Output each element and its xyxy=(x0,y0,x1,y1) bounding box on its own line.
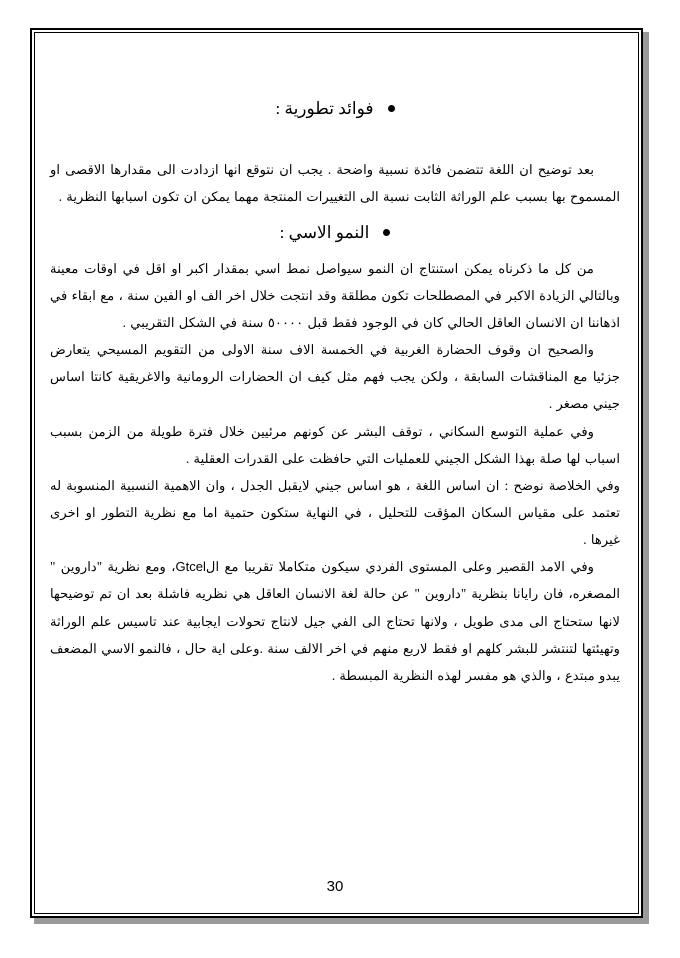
darwin-segment-latin-gtcel: Gtcel xyxy=(175,558,206,574)
spacer-top xyxy=(50,50,620,96)
bullet-dot-icon xyxy=(388,105,395,112)
darwin-segment-arabic-1: وفي الامد القصير وعلى المستوى الفردي سيكون متكاملا تقريبا مع ال xyxy=(205,558,595,574)
heading-evolutionary-benefits xyxy=(50,96,620,122)
darwin-segment-arabic-2: ، ومع نظرية "داروين " المصغره، فان رايانا بنظرية "داروين " عن حالة لغة الانسان العاقل هي نظريه فاشلة بعد ان تم توضيحها لانها ستحتاج الى مدى طويل ، ولانها تحتاج الى الفي جيل لانتاج تحولات ايجابية عند تاسيس علم الوراثة وتهيئتها لتنتشر للبشر كلهم او فقط لاربع منهم في اخر الالف سنة .وعلى اية حال ، فالنمو الاسي المضعف يبدو مبتدع ، والذي هو مفسر لهذه النظرية المبسطة . xyxy=(50,558,620,683)
heading-exponential-growth xyxy=(50,220,620,246)
heading-exponential-growth-label: النمو الاسي : xyxy=(279,222,370,242)
paragraph-language-benefit: بعد توضيح ان اللغة تتضمن فائدة نسبية واضحة . يجب ان نتوقع انها ازدادت الى مقدارها الاقصى او المسموح بها بسبب علم الوراثة الثابت نسبة الى التغييرات المنتجة مهما يمكن ان تكون اسبابها النظرية . xyxy=(50,161,620,204)
paragraph-western-civilization: والصحيح ان وقوف الحضارة الغربية في الخمسة الاف سنة الاولى من التقويم المسيحي يتعارض جزئيا مع المناقشات السابقة ، ولكن يجب فهم مثل كيف ان الحضارات الرومانية والاغريقية كانتا اساس جيني مصغر . xyxy=(50,342,620,412)
paragraph-summary: وفي الخلاصة نوضح : ان اساس اللغة ، هو اساس جيني لايقبل الجدل ، وان الاهمية النسبية المنسوبة له تعتمد على مقياس السكان المؤقت للتحليل ، في النهاية ستكون حتمية اما مع نظرية التطور او اخرى غيرها . xyxy=(50,477,620,547)
bullet-dot-icon xyxy=(383,229,390,236)
heading-evolutionary-benefits-label: فوائد تطورية : xyxy=(275,99,374,118)
spacer-after-paragraph-1 xyxy=(50,210,620,220)
spacer-after-heading-1 xyxy=(50,122,620,156)
spacer-after-heading-2 xyxy=(50,245,620,255)
paragraph-darwin-theory xyxy=(50,553,620,689)
page-content xyxy=(50,50,620,900)
paragraph-exponential-growth-conclusion: من كل ما ذكرناه يمكن استنتاج ان النمو سيواصل نمط اسي بمقدار اكبر او اقل في اوقات معينة وبالتالي الزيادة الاكبر في المصطلحات تكون مطلقة وقد انتجت خلال اخر الف او الفين سنة ، مع ابقاء في اذهاننا ان الانسان العاقل الحالي كان في الوجود فقط قبل ٥٠٠٠٠ سنة في الشكل التقريبي . xyxy=(50,261,620,331)
paragraph-population-expansion: وفي عملية التوسع السكاني ، توقف البشر عن كونهم مرئيين خلال فترة طويلة من الزمن بسبب اسباب لها صلة بهذا الشكل الجيني للعمليات التي حافظت على القدرات العقلية . xyxy=(50,423,620,466)
page-number: 30 xyxy=(326,878,344,895)
